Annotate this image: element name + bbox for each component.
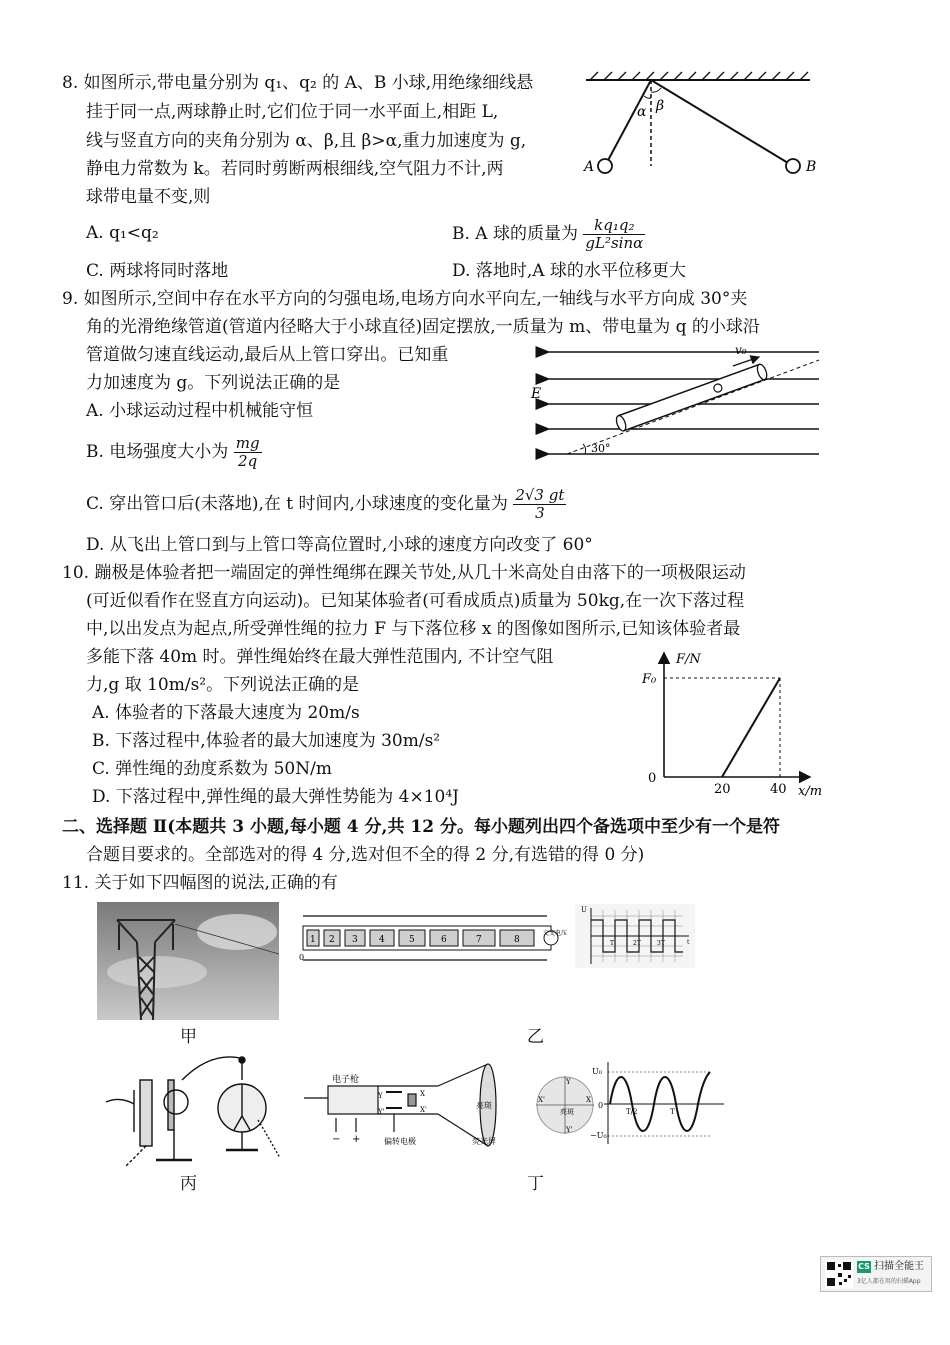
alpha-arc	[644, 96, 651, 98]
beta-label: β	[656, 98, 665, 114]
figure-bing-electroscope	[100, 1050, 295, 1170]
ball-a	[598, 159, 612, 173]
screen-spot-label: 亮斑	[560, 1108, 574, 1116]
q8-option-b-prefix: B. A 球的质量为	[452, 224, 578, 244]
q8-stem-line-1: 8. 如图所示,带电量分别为 q₁、q₂ 的 A、B 小球,用绝缘细线悬	[62, 73, 534, 93]
apparatus	[106, 1057, 280, 1166]
u-label: U	[581, 906, 587, 914]
x-tick-20: 20	[714, 782, 731, 797]
wave-period-label: T	[670, 1108, 675, 1116]
insulated-tube	[618, 364, 764, 430]
q9-option-b-denominator: 2q	[238, 452, 258, 470]
q9-option-b-prefix: B. 电场强度大小为	[86, 442, 229, 462]
screen-x-prime-label: X'	[538, 1096, 545, 1104]
q9-option-b-fraction	[234, 435, 262, 470]
angle-arc	[583, 444, 586, 454]
q10-stem-line-3: 中,以出发点为起点,所受弹性绳的拉力 F 与下落位移 x 的图像如图所示,已知该体验者最	[86, 619, 741, 639]
q8-option-a: A. q₁<q₂	[86, 223, 159, 243]
section-2-line-1: 二、选择题 Ⅱ(本题共 3 小题,每小题 4 分,共 12 分。每小题列出四个备选项中至少有一个是符	[62, 817, 780, 837]
q8-stem-line-4: 静电力常数为 k。若同时剪断两根细线,空气阻力不计,两	[86, 159, 504, 179]
q8-option-c: C. 两球将同时落地	[86, 261, 229, 281]
q9-option-c-numerator: 2√3 gt	[515, 486, 565, 504]
q10-option-a: A. 体验者的下落最大速度为 20m/s	[92, 703, 360, 723]
q9-stem-line-2: 角的光滑绝缘管道(管道内径略大于小球直径)固定摆放,一质量为 m、带电量为 q 的小球沿	[86, 317, 760, 337]
x-prime-plate-label: X'	[420, 1106, 427, 1114]
t-tick-1: T	[610, 940, 615, 947]
ball-a-label: A	[584, 159, 595, 175]
q9-option-c	[86, 484, 566, 524]
q9-stem-line-1: 9. 如图所示,空间中存在水平方向的匀强电场,电场方向水平向左,一轴线与水平方向成 30°夹	[62, 289, 748, 309]
figure-yi-linear-accelerator	[297, 904, 571, 968]
q8-stem-line-5: 球带电量不变,则	[86, 187, 211, 207]
velocity-label: v₀	[735, 343, 747, 357]
tube-axis-dashed	[567, 360, 819, 454]
screen-x-label: X	[586, 1096, 591, 1104]
tube-number: 2	[329, 935, 335, 945]
screen-y-prime-label: Y'	[566, 1126, 573, 1134]
q9-option-b-numerator: mg	[235, 434, 260, 452]
qr-code-icon	[825, 1260, 853, 1288]
q9-figure-field-tube	[525, 340, 825, 465]
q9-option-c-denominator: 3	[535, 504, 545, 522]
velocity-arrow	[733, 357, 759, 366]
gun-label: 电子枪	[332, 1075, 360, 1085]
drift-tubes	[307, 930, 534, 946]
q8-option-b	[452, 214, 645, 254]
wave-zero-label: 0	[598, 1101, 604, 1110]
ball-b-label: B	[806, 159, 817, 175]
y-plate-label: Y	[378, 1092, 383, 1100]
t-tick-3: 3T	[657, 940, 665, 947]
figure-yi-square-wave	[575, 904, 695, 968]
q8-option-b-fraction	[583, 217, 645, 252]
tube-number: 8	[514, 935, 520, 945]
wave-neg-u0-label: −U₀	[590, 1131, 607, 1140]
plus-terminal: +	[352, 1134, 361, 1145]
sine-curve	[610, 1072, 710, 1131]
caption-ding: 丁	[527, 1174, 544, 1194]
q8-stem-line-2: 挂于同一点,两球静止时,它们位于同一水平面上,相距 L,	[86, 102, 499, 122]
camscanner-title: 扫描全能王	[874, 1261, 924, 1272]
q10-stem-line-2: (可近似看作在竖直方向运动)。已知某体验者(可看成质点)质量为 50kg,在一次下落过程	[86, 591, 745, 611]
thread-a	[605, 80, 651, 166]
y-axis-label: F/N	[676, 652, 701, 667]
x-plate-label: X	[420, 1090, 425, 1098]
camscanner-watermark	[820, 1256, 932, 1292]
minus-terminal: −	[332, 1134, 341, 1145]
spot-label: 亮斑	[476, 1101, 492, 1110]
beta-arc	[651, 88, 661, 92]
photo-jia-power-tower	[97, 902, 279, 1020]
camscanner-subtitle: 3亿人都在用的扫描App	[857, 1278, 921, 1285]
tube-number: 1	[310, 935, 316, 945]
caption-jia: 甲	[180, 1027, 197, 1047]
tube-number: 4	[379, 935, 385, 945]
ceiling-hatch	[590, 72, 808, 80]
q9-option-d: D. 从飞出上管口到与上管口等高位置时,小球的速度方向改变了 60°	[86, 535, 593, 555]
y-tick-f0: F₀	[642, 672, 657, 687]
q8-stem-line-3: 线与竖直方向的夹角分别为 α、β,且 β>α,重力加速度为 g,	[86, 131, 527, 151]
cloud	[197, 914, 277, 950]
x-tick-40: 40	[770, 782, 787, 797]
q10-option-d: D. 下落过程中,弹性绳的最大弹性势能为 4×10⁴J	[92, 787, 459, 807]
tube-number: 3	[352, 935, 358, 945]
q8-option-b-numerator: kq₁q₂	[583, 217, 645, 235]
q9-stem-line-3: 管道做匀速直线运动,最后从上管口穿出。已知重	[86, 345, 449, 365]
q9-option-a: A. 小球运动过程中机械能守恒	[86, 401, 314, 421]
tube-group	[615, 363, 769, 432]
caption-bing: 丙	[180, 1174, 197, 1194]
origin-label: 0	[648, 771, 657, 786]
q8-figure-hanging-charges	[578, 66, 823, 186]
q9-option-b	[86, 432, 262, 472]
q11-stem: 11. 关于如下四幅图的说法,正确的有	[62, 873, 338, 893]
q10-stem-line-4: 多能下落 40m 时。弹性绳始终在最大弹性范围内, 不计空气阻	[86, 647, 554, 667]
alpha-label: α	[637, 104, 647, 120]
tube-number: 7	[476, 935, 482, 945]
q10-stem-line-1: 10. 蹦极是体验者把一端固定的弹性绳绑在踝关节处,从几十米高处自由落下的一项极限运动	[62, 563, 746, 583]
section-2-line-2: 合题目要求的。全部选对的得 4 分,选对但不全的得 2 分,有选错的得 0 分)	[86, 845, 645, 865]
q10-stem-line-5: 力,g 取 10m/s²。下列说法正确的是	[86, 675, 360, 695]
tube-number: 6	[441, 935, 447, 945]
q8-option-d: D. 落地时,A 球的水平位移更大	[452, 261, 686, 281]
q9-option-c-prefix: C. 穿出管口后(未落地),在 t 时间内,小球速度的变化量为	[86, 494, 508, 514]
q10-option-b: B. 下落过程中,体验者的最大加速度为 30m/s²	[92, 731, 441, 751]
thread-b	[651, 80, 793, 166]
q10-figure-force-displacement-graph	[640, 645, 830, 800]
zero-label: 0	[299, 953, 305, 962]
wave-u0-label: U₀	[592, 1067, 602, 1076]
wave-half-period-label: T/2	[626, 1108, 638, 1116]
ball-b	[786, 159, 800, 173]
figure-ding-oscilloscope-tube	[300, 1052, 540, 1152]
t-axis-label: t	[687, 939, 690, 946]
y-prime-plate-label: Y'	[378, 1108, 385, 1116]
electrode-label: 偏转电极	[384, 1137, 416, 1146]
screen-y-label: Y	[566, 1078, 571, 1086]
q9-option-c-fraction	[513, 487, 566, 522]
x-axis-label: x/m	[798, 784, 823, 799]
force-line	[722, 678, 780, 777]
camscanner-logo: CS	[858, 1262, 870, 1271]
field-e-label: E	[531, 386, 542, 402]
figure-ding-sine-wave	[590, 1058, 730, 1148]
screen-label: 荧光屏	[472, 1137, 496, 1146]
cloud	[107, 956, 207, 988]
ac-source-label: 交变电压	[543, 930, 568, 937]
q10-option-c: C. 弹性绳的劲度系数为 50N/m	[92, 759, 332, 779]
q8-option-b-denominator: gL²sinα	[585, 234, 644, 252]
angle-label: 30°	[591, 442, 611, 455]
caption-yi: 乙	[527, 1027, 544, 1047]
q9-stem-line-4: 力加速度为 g。下列说法正确的是	[86, 373, 341, 393]
t-tick-2: 2T	[633, 940, 641, 947]
tube-number: 5	[409, 935, 415, 945]
